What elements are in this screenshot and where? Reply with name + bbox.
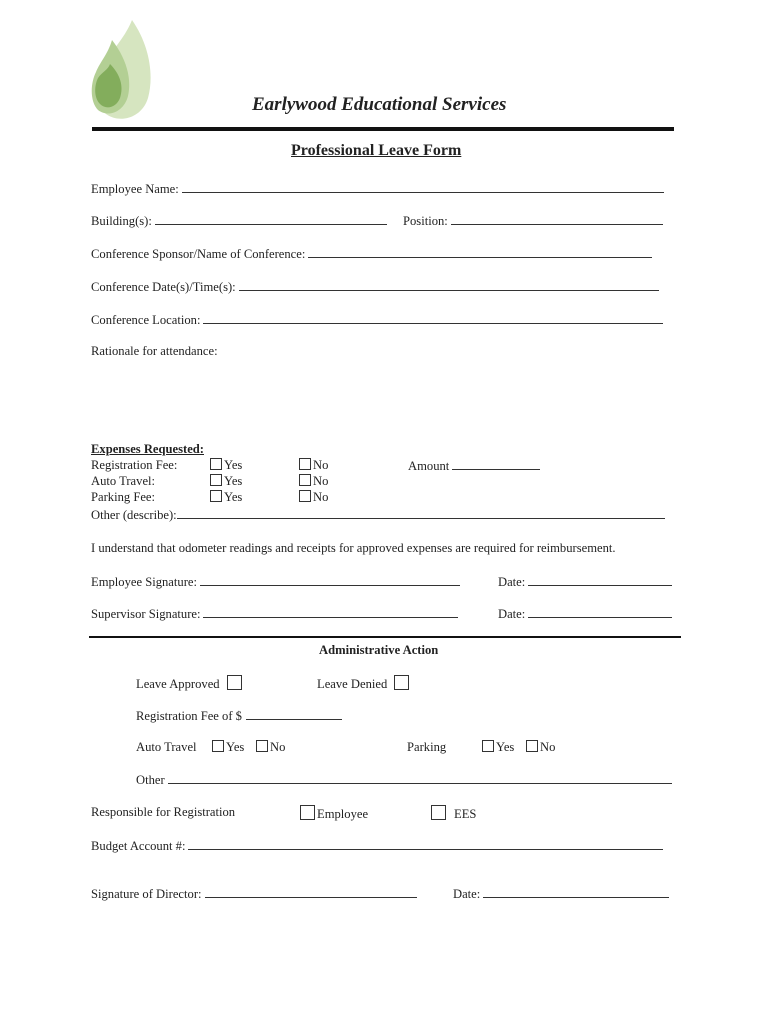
admin-action-heading: Administrative Action: [319, 643, 439, 657]
checkbox[interactable]: [210, 490, 222, 502]
no-label: No: [313, 474, 329, 488]
no-label: No: [540, 740, 556, 754]
position-field[interactable]: [403, 213, 663, 228]
position-line[interactable]: [451, 213, 663, 225]
employee-option-label: Employee: [317, 807, 369, 821]
admin-auto-travel-no[interactable]: [256, 740, 285, 754]
leaf-logo: [88, 18, 154, 124]
expenses-heading: Expenses Requested:: [91, 442, 204, 456]
checkbox[interactable]: [300, 805, 315, 820]
responsible-ees[interactable]: [431, 805, 476, 821]
rationale-area[interactable]: [91, 362, 676, 434]
checkbox[interactable]: [299, 458, 311, 470]
admin-registration-fee-line[interactable]: [246, 708, 342, 720]
leave-approved-label: Leave Approved: [136, 677, 220, 691]
supervisor-date-field[interactable]: [498, 606, 672, 621]
budget-account-field[interactable]: [91, 838, 663, 853]
conference-dates-line[interactable]: [239, 279, 659, 291]
form-title: Professional Leave Form: [291, 142, 462, 159]
director-signature-line[interactable]: [205, 886, 417, 898]
position-label: Position:: [403, 214, 448, 228]
parking-fee-label: Parking Fee:: [91, 490, 156, 504]
supervisor-date-label: Date:: [498, 607, 526, 621]
buildings-field[interactable]: [91, 213, 387, 228]
conference-dates-label: Conference Date(s)/Time(s):: [91, 280, 236, 294]
yes-label: Yes: [224, 490, 243, 504]
organization-name: Earlywood Educational Services: [252, 94, 507, 115]
budget-account-line[interactable]: [188, 838, 663, 850]
employee-signature-line[interactable]: [200, 574, 460, 586]
conference-sponsor-field[interactable]: [91, 246, 652, 261]
header-rule: [92, 127, 674, 131]
employee-date-field[interactable]: [498, 574, 672, 589]
amount-label: Amount: [408, 459, 450, 473]
yes-label: Yes: [224, 474, 243, 488]
employee-name-label: Employee Name:: [91, 182, 179, 196]
admin-registration-fee-label: Registration Fee of $: [136, 709, 242, 723]
director-date-label: Date:: [453, 887, 481, 901]
auto-travel-label: Auto Travel:: [91, 474, 156, 488]
other-expense-field[interactable]: [91, 507, 665, 522]
parking-fee-no[interactable]: [299, 490, 328, 504]
conference-location-line[interactable]: [203, 312, 663, 324]
no-label: No: [313, 458, 329, 472]
rationale-label: Rationale for attendance:: [91, 344, 218, 358]
responsible-employee[interactable]: [300, 805, 368, 821]
budget-account-label: Budget Account #:: [91, 839, 186, 853]
ees-option-label: EES: [454, 807, 477, 821]
checkbox[interactable]: [210, 474, 222, 486]
checkbox[interactable]: [299, 490, 311, 502]
checkbox[interactable]: [256, 740, 268, 752]
auto-travel-yes[interactable]: [210, 474, 242, 488]
supervisor-signature-field[interactable]: [91, 606, 458, 621]
employee-name-line[interactable]: [182, 181, 664, 193]
employee-signature-label: Employee Signature:: [91, 575, 197, 589]
yes-label: Yes: [226, 740, 245, 754]
amount-line[interactable]: [452, 458, 540, 470]
director-date-line[interactable]: [483, 886, 669, 898]
checkbox[interactable]: [431, 805, 446, 820]
director-signature-field[interactable]: [91, 886, 417, 901]
no-label: No: [313, 490, 329, 504]
employee-name-field[interactable]: [91, 181, 664, 196]
employee-date-line[interactable]: [528, 574, 672, 586]
buildings-line[interactable]: [155, 213, 387, 225]
leave-denied[interactable]: [317, 675, 411, 691]
parking-fee-yes[interactable]: [210, 490, 242, 504]
other-expense-label: Other (describe):: [91, 508, 177, 522]
yes-label: Yes: [496, 740, 515, 754]
admin-registration-fee-field[interactable]: [136, 708, 342, 723]
admin-other-line[interactable]: [168, 772, 672, 784]
admin-parking-label: Parking: [407, 740, 447, 754]
registration-fee-no[interactable]: [299, 458, 328, 472]
yes-label: Yes: [224, 458, 243, 472]
supervisor-date-line[interactable]: [528, 606, 672, 618]
conference-location-label: Conference Location:: [91, 313, 201, 327]
admin-auto-travel-label: Auto Travel: [136, 740, 197, 754]
director-date-field[interactable]: [453, 886, 669, 901]
leave-denied-label: Leave Denied: [317, 677, 388, 691]
other-expense-line[interactable]: [177, 507, 665, 519]
conference-location-field[interactable]: [91, 312, 663, 327]
admin-parking-yes[interactable]: [482, 740, 514, 754]
admin-other-field[interactable]: [136, 772, 672, 787]
checkbox[interactable]: [526, 740, 538, 752]
leave-approved[interactable]: [136, 675, 244, 691]
checkbox[interactable]: [210, 458, 222, 470]
employee-date-label: Date:: [498, 575, 526, 589]
conference-sponsor-label: Conference Sponsor/Name of Conference:: [91, 247, 306, 261]
supervisor-signature-label: Supervisor Signature:: [91, 607, 201, 621]
checkbox[interactable]: [212, 740, 224, 752]
supervisor-signature-line[interactable]: [203, 606, 458, 618]
amount-field[interactable]: [408, 458, 540, 473]
conference-sponsor-line[interactable]: [308, 246, 652, 258]
admin-parking-no[interactable]: [526, 740, 555, 754]
conference-dates-field[interactable]: [91, 279, 659, 294]
auto-travel-no[interactable]: [299, 474, 328, 488]
responsible-label: Responsible for Registration: [91, 805, 236, 819]
leave-denied-checkbox[interactable]: [394, 675, 409, 690]
admin-auto-travel-yes[interactable]: [212, 740, 244, 754]
registration-fee-yes[interactable]: [210, 458, 242, 472]
employee-signature-field[interactable]: [91, 574, 460, 589]
reimbursement-statement: I understand that odometer readings and receipts for approved expenses are required for reimbursement.: [91, 541, 616, 555]
registration-fee-label: Registration Fee:: [91, 458, 178, 472]
checkbox[interactable]: [299, 474, 311, 486]
director-signature-label: Signature of Director:: [91, 887, 202, 901]
admin-other-label: Other: [136, 773, 165, 787]
checkbox[interactable]: [482, 740, 494, 752]
admin-section-rule: [89, 636, 681, 638]
leave-approved-checkbox[interactable]: [227, 675, 242, 690]
buildings-label: Building(s):: [91, 214, 152, 228]
no-label: No: [270, 740, 286, 754]
